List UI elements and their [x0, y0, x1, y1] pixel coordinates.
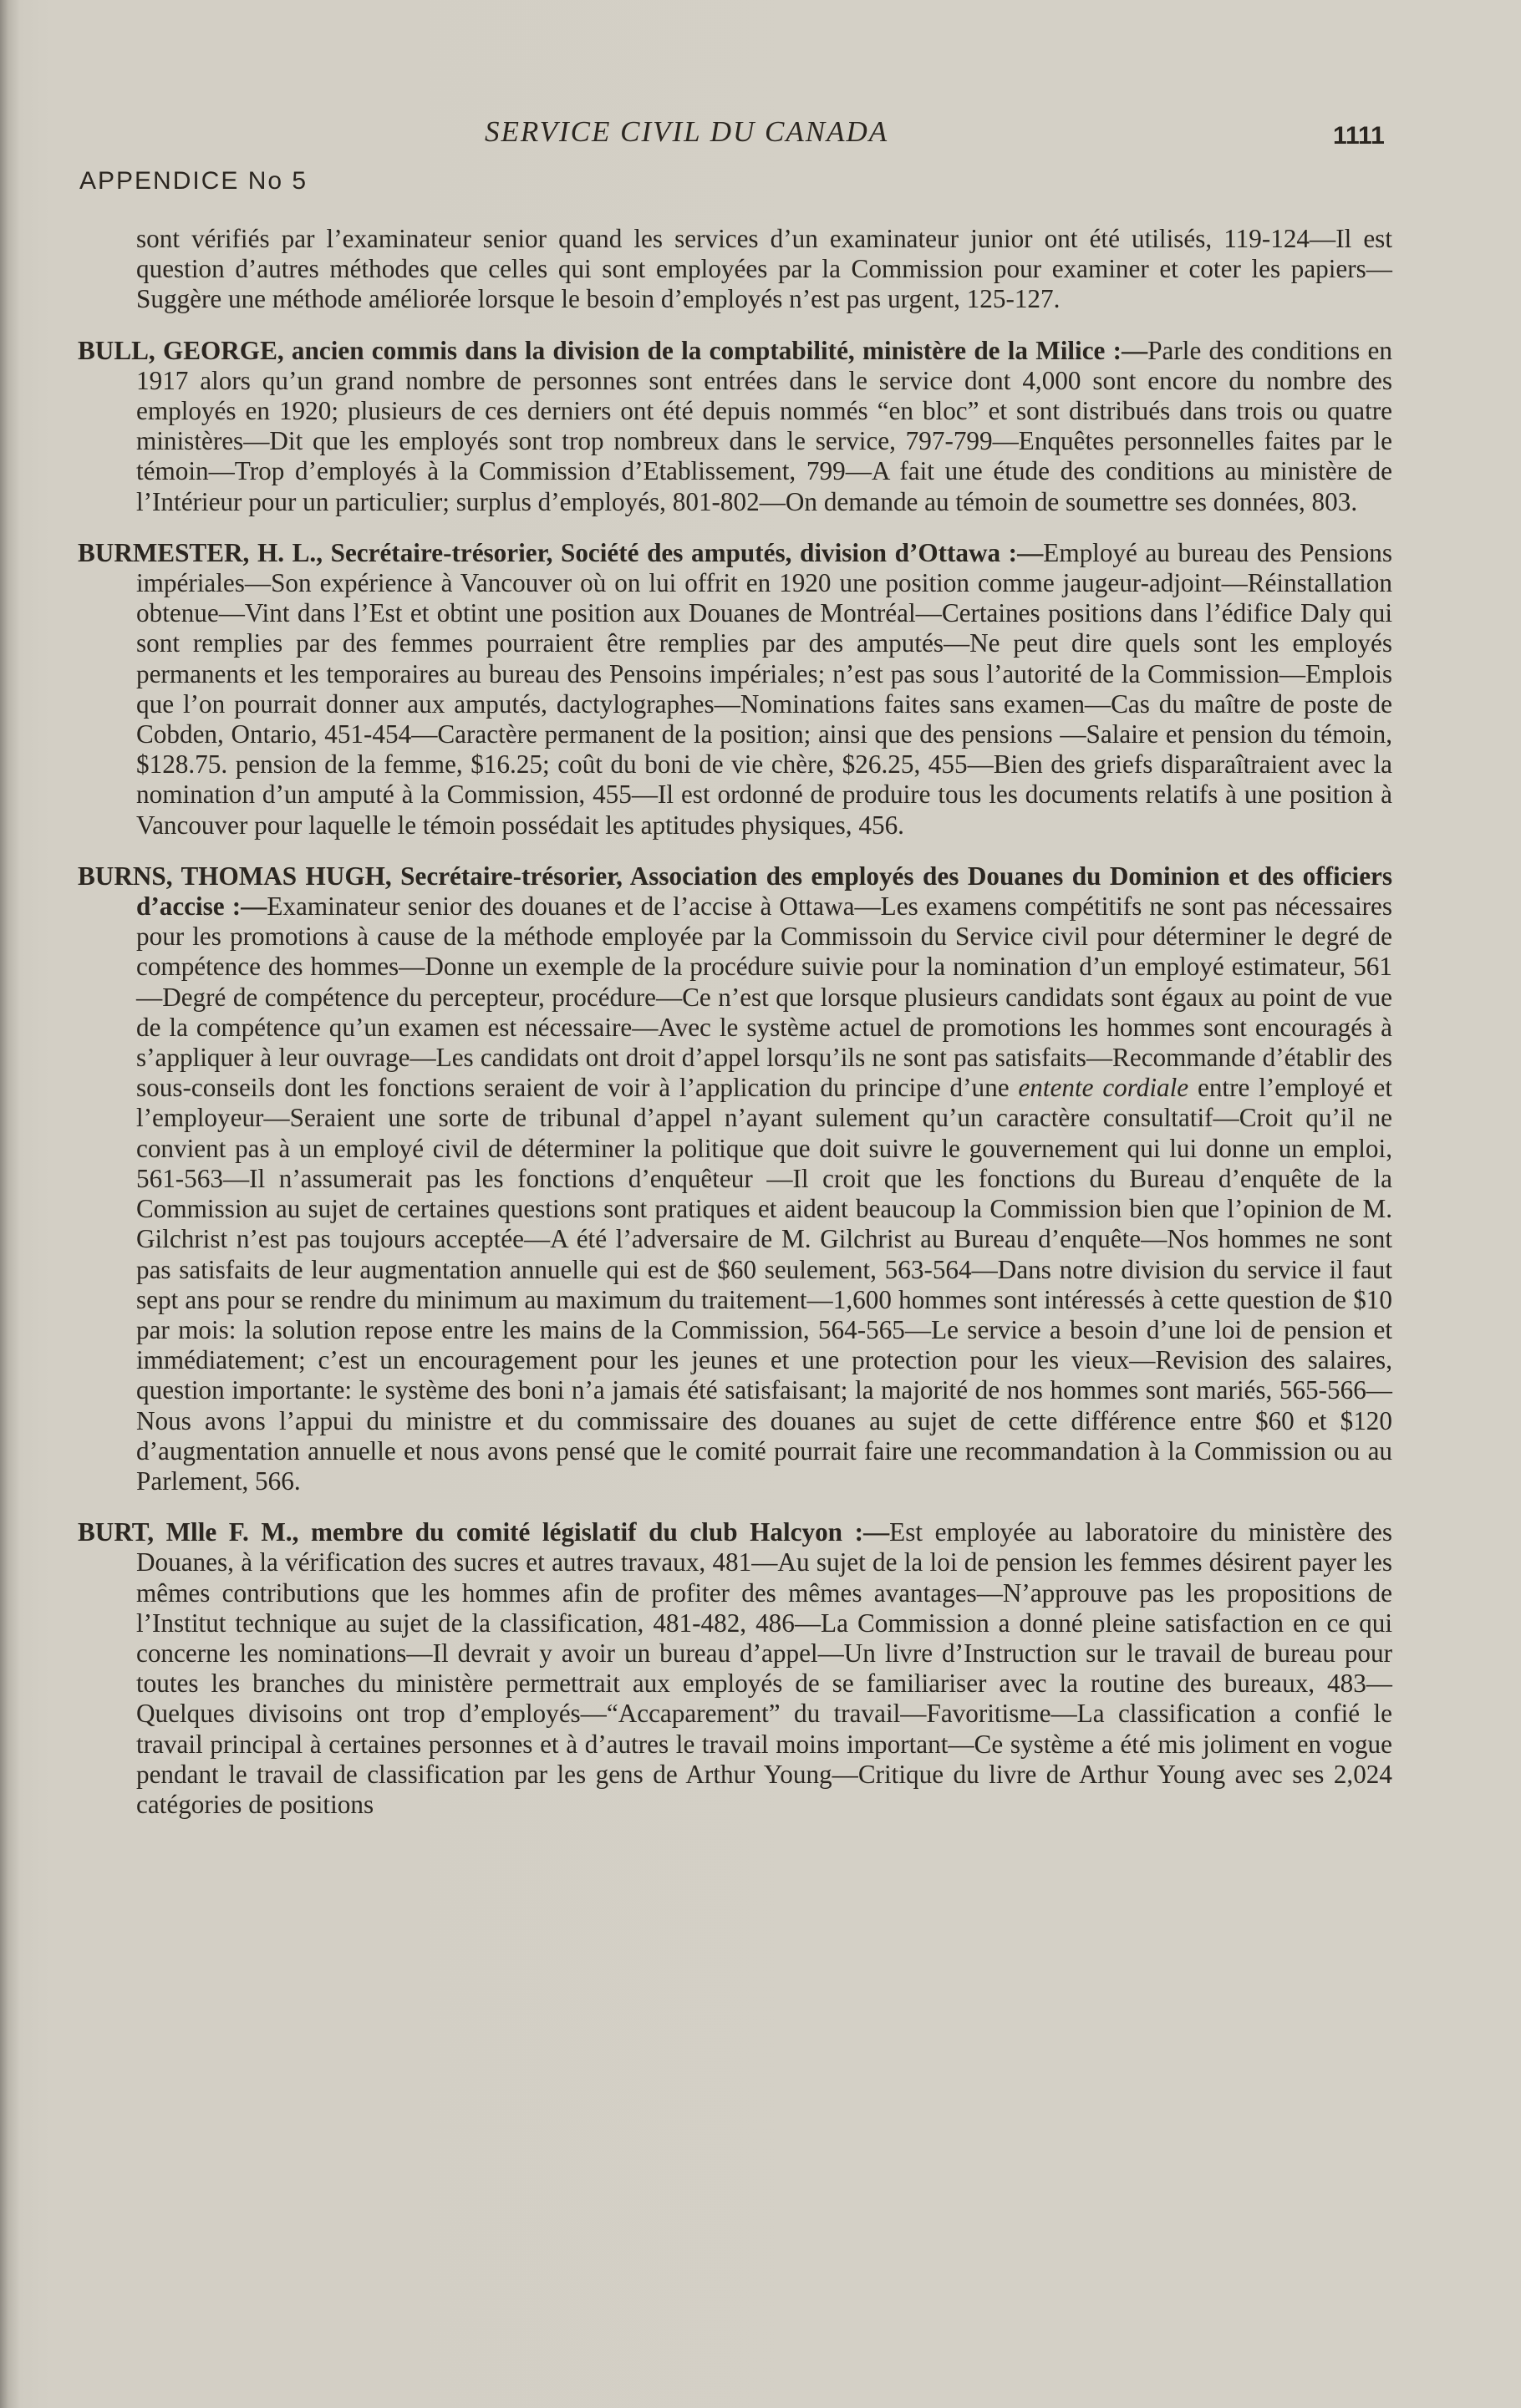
- entry-burns-thomas-hugh: [78, 861, 1392, 1496]
- entry-bull-george: [78, 336, 1392, 517]
- entry-text: Parle des conditions en 1917 alors qu’un grand nombre de personnes sont entrées dans le service dont 4,000 sont encore du nombre des employés en 1920; plusieurs de ces derniers ont été depuis nommés “en bloc” et sont distribués dans trois ou quatre ministères—Dit que les employés sont trop nombreux dans le service, 797-799—Enquêtes personnelles faites par le témoin—Trop d’employés à la Commission d’Etablissement, 799—A fait une étude des conditions au ministère de l’Intérieur pour un particulier; surplus d’employés, 801-802—On demande au témoin de soumettre ses données, 803.: [136, 335, 1392, 516]
- entry-burt: [78, 1517, 1392, 1820]
- page-number: 1111: [1333, 122, 1385, 150]
- entry-text: Examinateur senior des douanes et de l’accise à Ottawa—Les examens compétitifs ne sont pas nécessaires pour les promotions à cause de la méthode employée par la Commissoin du Service civil pour déterminer le degré de compétence des hommes—Donne un exemple de la procédure suivie pour la nomination d’un employé estimateur, 561—Degré de compétence du percepteur, procédure—Ce n’est que lorsque plusieurs candidats sont égaux au point de vue de la compétence qu’un examen est nécessaire—Avec le système actuel de promotions les hommes sont encouragés à s’appliquer à leur ouvrage—Les candidats ont droit d’appel lorsqu’ils ne sont pas satisfaits—Recommande d’établir des sous-conseils dont les fonctions seraient de voir à l’application du principe d’une: [136, 892, 1392, 1103]
- entry-burmester: [78, 538, 1392, 841]
- entry-text: sont vérifiés par l’examinateur senior quand les services d’un examinateur junior ont été utilisés, 119-124—Il est question d’autres méthodes que celles qui sont employées par la Commission pour examiner et coter les papiers—Suggère une méthode améliorée lorsque le besoin d’employés n’est pas urgent, 125-127.: [136, 224, 1392, 314]
- running-title: SERVICE CIVIL DU CANADA: [485, 115, 889, 148]
- entry-continuation: [78, 224, 1392, 315]
- entry-description: Secrétaire-trésorier, Association des employés des Douanes du Dominion et des officiers d’accise :—: [136, 861, 1393, 922]
- appendix-label: APPENDICE No 5: [79, 167, 308, 195]
- entry-text: Employé au bureau des Pensions impériales—Son expérience à Vancouver où on lui offrit en 1920 une position comme jaugeur-adjoint—Réinstallation obtenue—Vint dans l’Est et obtint une position aux Douanes de Montréal—Certaines positions dans l’édifice Daly qui sont remplies par des femmes pourraient être remplies par des amputés—Ne peut dire quels sont les employés permanents et les temporaires au bureau des Pensoins impériales; n’est pas sous l’autorité de la Commission—Emplois que l’on pourrait donner aux amputés, dactylographes—Nominations faites sans examen—Cas du maître de poste de Cobden, Ontario, 451-454—Caractère permanent de la position; ainsi que des pensions —Salaire et pension du témoin, $128.75. pension de la femme, $16.25; coût du boni de vie chère, $26.25, 455—Bien des griefs disparaîtraient avec la nomination d’un amputé à la Commission, 455—Il est ordonné de produire tous les documents relatifs à une position à Vancouver pour laquelle le témoin possédait les aptitudes physiques, 456.: [136, 537, 1392, 840]
- entry-description: ancien commis dans la division de la comptabilité, ministère de la Milice :—: [291, 335, 1148, 365]
- entry-description: Secrétaire-trésorier, Société des amputés, division d’Ottawa :—: [330, 537, 1044, 567]
- entry-name: BURNS, THOMAS HUGH,: [78, 861, 392, 891]
- index-body: [78, 224, 1392, 1841]
- entry-name: BURMESTER, H. L.,: [78, 537, 323, 567]
- entry-italic-phrase: entente cordiale: [1018, 1073, 1189, 1103]
- entry-text: Est employée au laboratoire du ministère des Douanes, à la vérification des sucres et autres travaux, 481—Au sujet de la loi de pension les femmes désirent payer les mêmes contributions que les hommes afin de profiter des mêmes avantages—N’approuve pas les propositions de l’Institut technique au sujet de la classification, 481-482, 486—La Commission a donné pleine satisfaction en ce qui concerne les nominations—Il devrait y avoir un bureau d’appel—Un livre d’Instruction sur le travail de bureau pour toutes les branches du ministère permettrait aux employés de se familiariser avec la routine des bureaux, 483—Quelques divisoins ont trop d’employés—“Accaparement” du travail—Favoritisme—La classification a confié le travail principal à certaines personnes et à d’autres le travail moins important—Ce système a été mis joliment en vogue pendant le travail de classification par les gens de Arthur Young—Critique du livre de Arthur Young avec ses 2,024 catégories de positions: [136, 1517, 1393, 1819]
- entry-text-continued: entre l’employé et l’employeur—Seraient une sorte de tribunal d’appel n’ayant sulement qu’un caractère consultatif—Croit qu’il ne convient pas à un employé civil de déterminer la politique que doit suivre le gouvernement qui lui donne un emploi, 561-563—Il n’assumerait pas les fonctions d’enquêteur —Il croit que les fonctions du Bureau d’enquête de la Commission au sujet de certaines questions sont pratiques et aident beaucoup la Commission bien que l’opinion de M. Gilchrist n’est pas toujours acceptée—A été l’adversaire de M. Gilchrist au Bureau d’enquête—Nos hommes ne sont pas satisfaits de leur augmentation annuelle qui est de $60 seulement, 563-564—Dans notre division du service il faut sept ans pour se rendre du minimum au maximum du traitement—1,600 hommes sont intéressés à cette question de $10 par mois: la solution repose entre les mains de la Commission, 564-565—Le service a besoin d’une loi de pension et immédiatement; c’est un encouragement pour les jeunes et une protection pour les vieux—Revision des salaires, question importante: le système des boni n’a jamais été satisfaisant; la majorité de nos hommes sont mariés, 565-566—Nous avons l’appui du ministre et du commissaire des douanes au sujet de cette différence entre $60 et $120 d’augmentation annuelle et nous avons pensé que le comité pourrait faire une recommandation à la Commission ou au Parlement, 566.: [136, 1073, 1393, 1496]
- entry-name: BURT, Mlle F. M.,: [78, 1517, 299, 1547]
- entry-description: membre du comité législatif du club Halcyon :—: [310, 1517, 890, 1547]
- entry-name: BULL, GEORGE,: [78, 335, 284, 365]
